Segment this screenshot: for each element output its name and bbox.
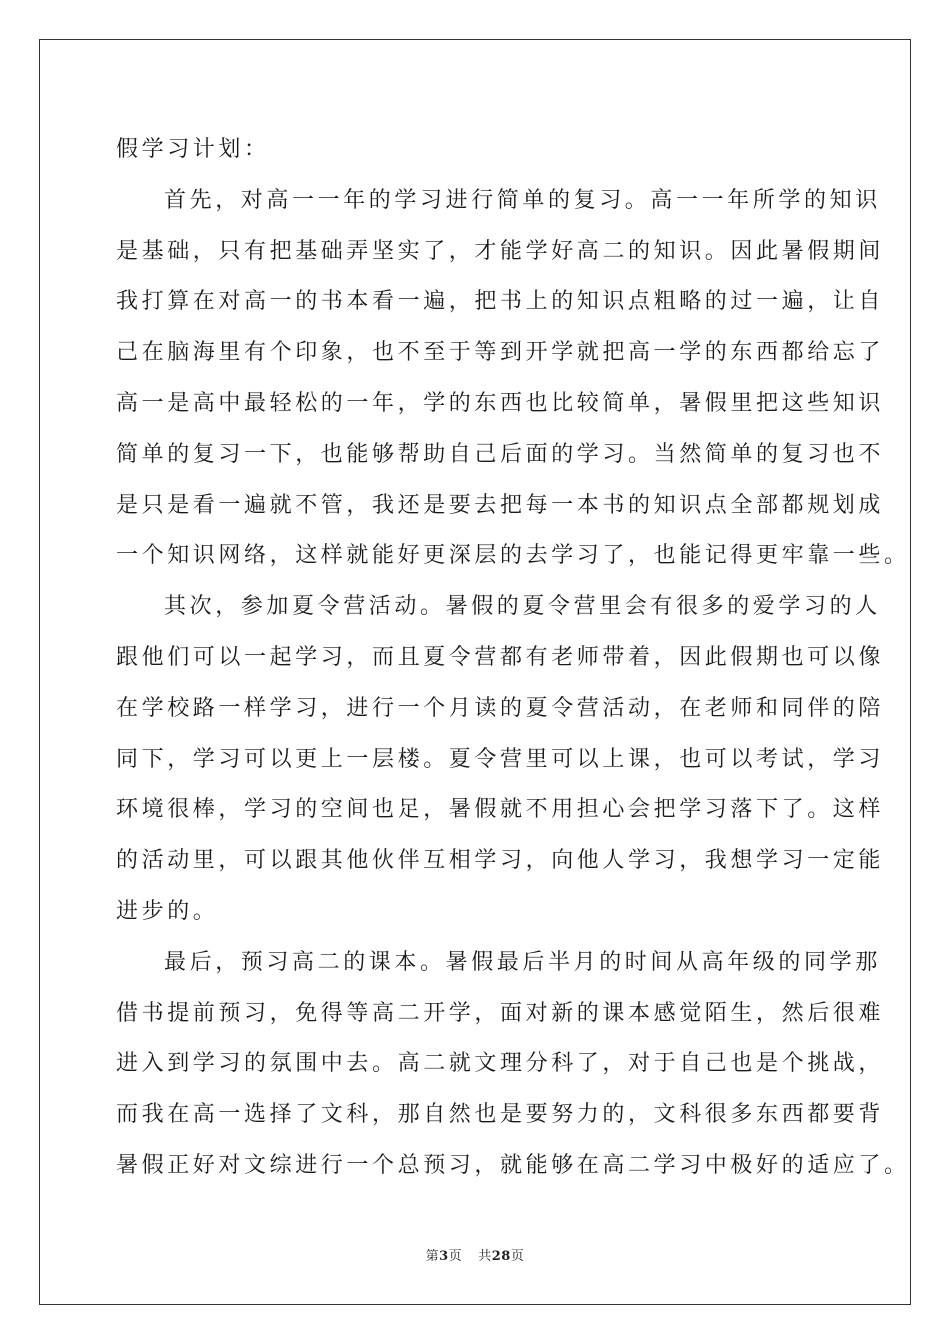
page-footer <box>0 1245 950 1264</box>
text-line: 进入到学习的氛围中去。高二就文理分科了，对于自己也是个挑战， <box>116 1051 885 1077</box>
text-line: 简单的复习一下，也能够帮助自己后面的学习。当然简单的复习也不 <box>116 441 885 467</box>
text-line: 同下，学习可以更上一层楼。夏令营里可以上课，也可以考试，学习 <box>116 746 885 772</box>
document-body <box>116 125 910 1192</box>
text-line: 而我在高一选择了文科，那自然也是要努力的，文科很多东西都要背 <box>116 1102 885 1128</box>
text-line: 是只是看一遍就不管，我还是要去把每一本书的知识点全部都规划成 <box>116 492 885 518</box>
text-line: 高一是高中最轻松的一年，学的东西也比较简单，暑假里把这些知识 <box>116 390 885 416</box>
total-suffix: 页 <box>510 1249 525 1264</box>
total-prefix: 共 <box>478 1249 492 1264</box>
text-line: 假学习计划： <box>116 137 270 162</box>
text-line: 跟他们可以一起学习，而且夏令营都有老师带着，因此假期也可以像 <box>116 644 885 670</box>
text-line: 在学校路一样学习，进行一个月读的夏令营活动，在老师和同伴的陪 <box>116 695 885 721</box>
text-line: 暑假正好对文综进行一个总预习，就能够在高二学习中极好的适应了。 <box>116 1152 910 1178</box>
text-line: 最后，预习高二的课本。暑假最后半月的时间从高年级的同学那 <box>164 949 881 975</box>
page-prefix: 第 <box>425 1249 440 1264</box>
text-line: 一个知识网络，这样就能好更深层的去学习了，也能记得更牢靠一些。 <box>116 543 910 569</box>
page-suffix: 页 <box>448 1249 463 1264</box>
total-pages: 28 <box>491 1249 511 1264</box>
text-line: 其次，参加夏令营活动。暑假的夏令营里会有很多的爱学习的人 <box>164 594 881 620</box>
text-line: 首先，对高一一年的学习进行简单的复习。高一一年所学的知识 <box>164 187 881 213</box>
text-line: 我打算在对高一的书本看一遍，把书上的知识点粗略的过一遍，让自 <box>116 289 885 315</box>
text-line: 的活动里，可以跟其他伙伴互相学习，向他人学习，我想学习一定能 <box>116 848 885 874</box>
text-line: 借书提前预习，免得等高二开学，面对新的课本感觉陌生，然后很难 <box>116 1000 885 1026</box>
text-line: 己在脑海里有个印象，也不至于等到开学就把高一学的东西都给忘了 <box>116 340 885 366</box>
page-number: 3 <box>439 1249 449 1264</box>
text-line: 进步的。 <box>116 898 219 924</box>
text-line: 是基础，只有把基础弄坚实了，才能学好高二的知识。因此暑假期间 <box>116 238 885 264</box>
text-line: 环境很棒，学习的空间也足，暑假就不用担心会把学习落下了。这样 <box>116 797 885 823</box>
